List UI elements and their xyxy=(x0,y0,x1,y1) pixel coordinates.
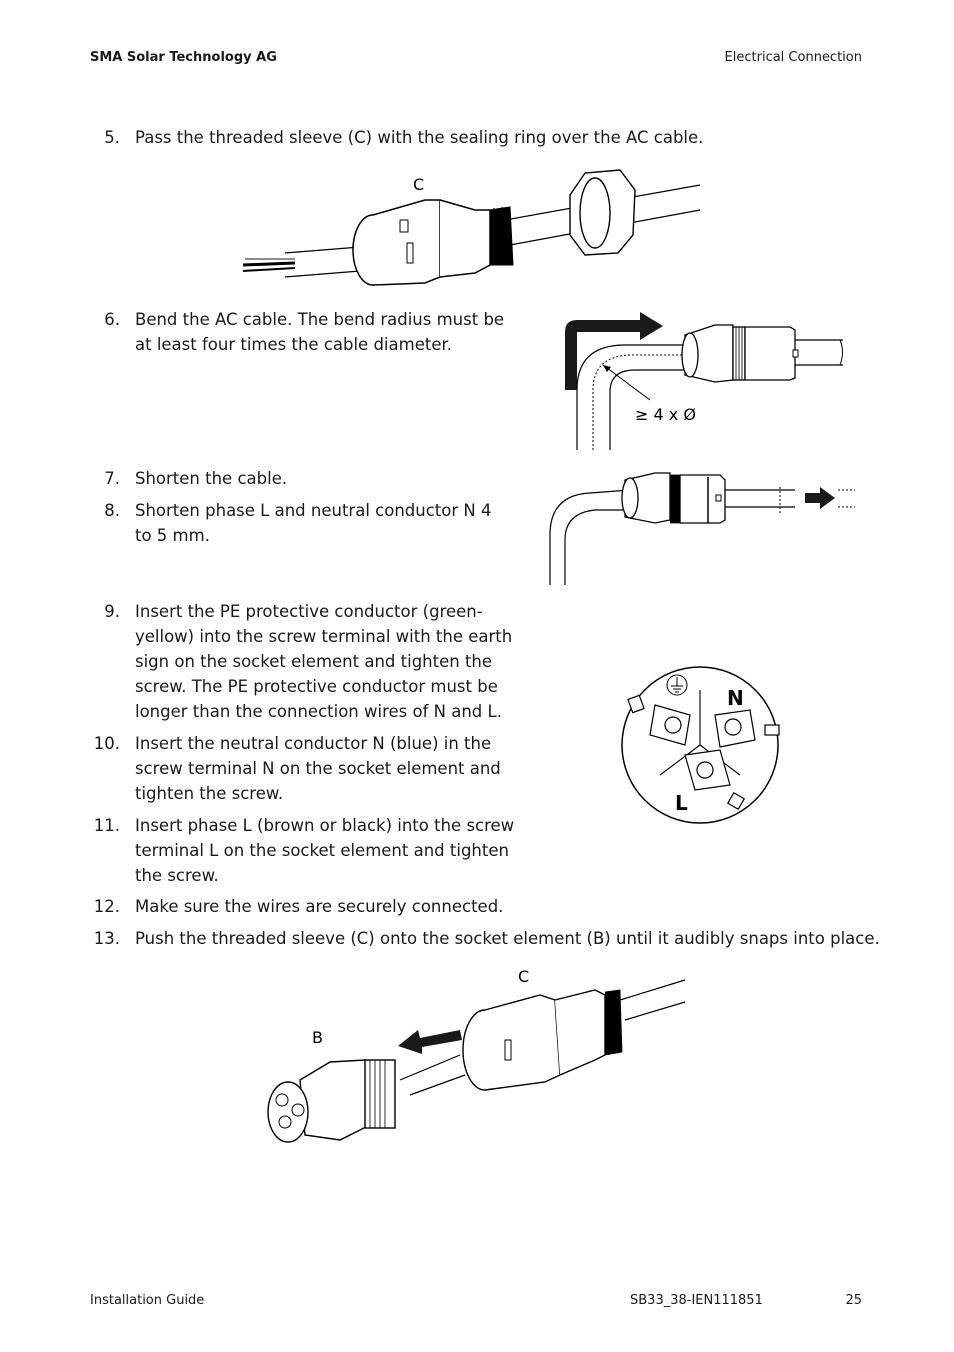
step-text: Pass the threaded sleeve (C) with the sealing ring over the AC cable. xyxy=(135,128,704,147)
step-number: 6. xyxy=(104,310,120,329)
label-radius: ≥ 4 x Ø xyxy=(635,405,696,424)
label-l: L xyxy=(675,791,688,815)
step-number: 9. xyxy=(104,602,120,621)
step-number: 13. xyxy=(93,929,120,948)
earth-icon xyxy=(667,675,687,695)
step-text: Make sure the wires are securely connected. xyxy=(135,897,504,916)
step-text: Shorten the cable. xyxy=(135,469,288,488)
step-text: Bend the AC cable. The bend radius must be at least four times the cable diameter. xyxy=(135,310,505,354)
step-text: Insert phase L (brown or black) into the screw terminal L on the socket element and tighten the screw. xyxy=(135,816,515,885)
figure-push-sleeve xyxy=(260,960,700,1150)
step-number: 5. xyxy=(104,128,120,147)
step-number: 10. xyxy=(93,734,120,753)
page-number: 25 xyxy=(845,1293,862,1308)
step-text: Shorten phase L and neutral conductor N 4 to 5 mm. xyxy=(135,501,492,545)
header-company: SMA Solar Technology AG xyxy=(90,50,277,65)
figure-shorten-cable xyxy=(540,465,860,590)
label-b: B xyxy=(312,1028,323,1047)
footer-doc: Installation Guide xyxy=(90,1293,205,1308)
header-section: Electrical Connection xyxy=(724,50,862,65)
footer-code: SB33_38-IEN111851 xyxy=(630,1293,763,1308)
step-text: Insert the PE protective conductor (green-yellow) into the screw terminal with the earth sign on the socket element and tighten the screw. The PE protective conductor must be longer than the connection wires of N and L. xyxy=(135,602,513,721)
figure-threaded-sleeve xyxy=(235,165,705,300)
figure-bend-radius xyxy=(555,310,850,455)
label-c: C xyxy=(413,175,425,194)
step-number: 7. xyxy=(104,469,120,488)
step-number: 8. xyxy=(104,501,120,520)
step-number: 11. xyxy=(93,816,120,835)
figure-socket-terminals xyxy=(615,655,790,825)
step-text: Insert the neutral conductor N (blue) in the screw terminal N on the socket element and tighten the screw. xyxy=(135,734,501,803)
step-number: 12. xyxy=(93,897,120,916)
step-text: Push the threaded sleeve (C) onto the socket element (B) until it audibly snaps into place. xyxy=(135,929,880,948)
label-n: N xyxy=(727,686,744,710)
label-c: C xyxy=(518,967,530,986)
